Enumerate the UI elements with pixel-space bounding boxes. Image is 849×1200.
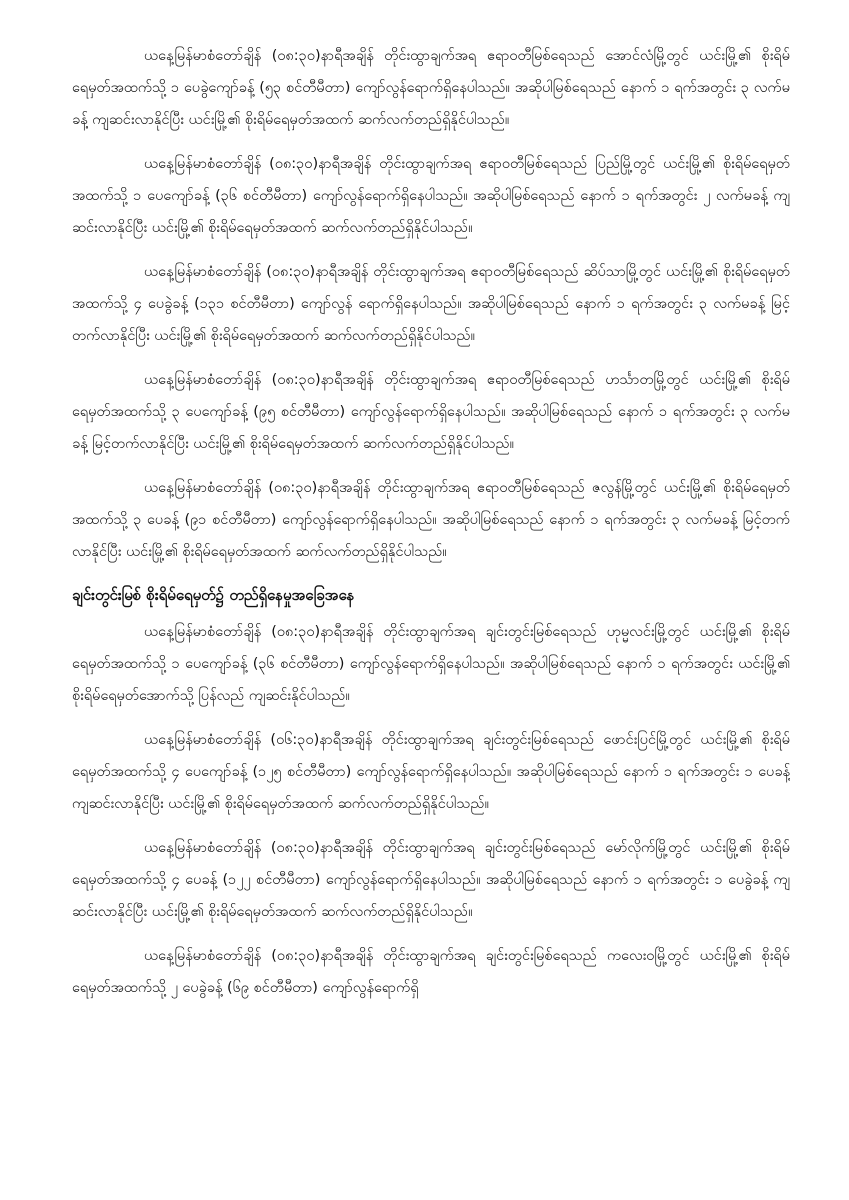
document-page [72, 40, 790, 1180]
paragraph-aunglan: ယနေ့မြန်မာစံတော်ချိန် (၀၈:၃၀)နာရီအချိန် တိုင်းထွာချက်အရ ဧရာဝတီမြစ်ရေသည် အောင်လံမြို့တွင် ယင်းမြို့၏ စိုးရိမ်ရေမှတ်အထက်သို့ ၁ ပေခွဲကျော်ခန့် (၅၃ စင်တီမီတာ) ကျော်လွန်ရောက်ရှိနေပါသည်။ အဆိုပါမြစ်ရေသည် နောက် ၁ ရက်အတွင်း ၃ လက်မခန့် ကျဆင်းလာနိုင်ပြီး ယင်းမြို့၏ စိုးရိမ်ရေမှတ်အထက် ဆက်လက်တည်ရှိနိုင်ပါသည်။ [72, 48, 790, 128]
paragraph-kalewa: ယနေ့မြန်မာစံတော်ချိန် (၀၈:၃၀)နာရီအချိန် တိုင်းထွာချက်အရ ချင်းတွင်းမြစ်ရေသည် ကလေးဝမြို့တွင် ယင်းမြို့၏ စိုးရိမ်ရေမှတ်အထက်သို့ ၂ ပေခွဲခန့် (၆၉ စင်တီမီတာ) ကျော်လွန်ရောက်ရှိ [72, 948, 790, 996]
paragraph-hinthada: ယနေ့မြန်မာစံတော်ချိန် (၀၈:၃၀)နာရီအချိန် တိုင်းထွာချက်အရ ဧရာဝတီမြစ်ရေသည် ဟင်္သာတမြို့တွင် ယင်းမြို့၏ စိုးရိမ်ရေမှတ်အထက်သို့ ၃ ပေကျော်ခန့် (၉၅ စင်တီမီတာ) ကျော်လွန်ရောက်ရှိနေပါသည်။ အဆိုပါမြစ်ရေသည် နောက် ၁ ရက်အတွင်း ၃ လက်မခန့် မြင့်တက်လာနိုင်ပြီး ယင်းမြို့၏ စိုးရိမ်ရေမှတ်အထက် ဆက်လက်တည်ရှိနိုင်ပါသည်။ [72, 372, 790, 452]
section-heading-chindwin: ချင်းတွင်းမြစ် စိုးရိမ်ရေမှတ်၌ တည်ရှိနေမှုအခြေအနေ [72, 586, 355, 604]
paragraph-mawlaik: ယနေ့မြန်မာစံတော်ချိန် (၀၈:၃၀)နာရီအချိန် တိုင်းထွာချက်အရ ချင်းတွင်းမြစ်ရေသည် မော်လိုက်မြို့တွင် ယင်းမြို့၏ စိုးရိမ်ရေမှတ်အထက်သို့ ၄ ပေခန့် (၁၂၂ စင်တီမီတာ) ကျော်လွန်ရောက်ရှိနေပါသည်။ အဆိုပါမြစ်ရေသည် နောက် ၁ ရက်အတွင်း ၁ ပေခွဲခန့် ကျဆင်းလာနိုင်ပြီး ယင်းမြို့၏ စိုးရိမ်ရေမှတ်အထက် ဆက်လက်တည်ရှိနိုင်ပါသည်။ [72, 840, 790, 920]
paragraph-phaungpyin: ယနေ့မြန်မာစံတော်ချိန် (၀၆:၃၀)နာရီအချိန် တိုင်းထွာချက်အရ ချင်းတွင်းမြစ်ရေသည် ဖောင်းပြင်မြို့တွင် ယင်းမြို့၏ စိုးရိမ်ရေမှတ်အထက်သို့ ၄ ပေကျော်ခန့် (၁၂၅ စင်တီမီတာ) ကျော်လွန်ရောက်ရှိနေပါသည်။ အဆိုပါမြစ်ရေသည် နောက် ၁ ရက်အတွင်း ၁ ပေခန့် ကျဆင်းလာနိုင်ပြီး ယင်းမြို့၏ စိုးရိမ်ရေမှတ်အထက် ဆက်လက်တည်ရှိနိုင်ပါသည်။ [72, 732, 790, 812]
paragraph-zalun: ယနေ့မြန်မာစံတော်ချိန် (၀၈:၃၀)နာရီအချိန် တိုင်းထွာချက်အရ ဧရာဝတီမြစ်ရေသည် ဇလွန်မြို့တွင် ယင်းမြို့၏ စိုးရိမ်ရေမှတ်အထက်သို့ ၃ ပေခန့် (၉၁ စင်တီမီတာ) ကျော်လွန်ရောက်ရှိနေပါသည်။ အဆိုပါမြစ်ရေသည် နောက် ၁ ရက်အတွင်း ၃ လက်မခန့် မြင့်တက်လာနိုင်ပြီး ယင်းမြို့၏ စိုးရိမ်ရေမှတ်အထက် ဆက်လက်တည်ရှိနိုင်ပါသည်။ [72, 480, 790, 560]
paragraph-seiktha: ယနေ့မြန်မာစံတော်ချိန် (၀၈:၃၀)နာရီအချိန် တိုင်းထွာချက်အရ ဧရာဝတီမြစ်ရေသည် ဆိပ်သာမြို့တွင် ယင်းမြို့၏ စိုးရိမ်ရေမှတ်အထက်သို့ ၄ ပေခွဲခန့် (၁၃၁ စင်တီမီတာ) ကျော်လွန် ရောက်ရှိနေပါသည်။ အဆိုပါမြစ်ရေသည် နောက် ၁ ရက်အတွင်း ၃ လက်မခန့် မြင့်တက်လာနိုင်ပြီး ယင်းမြို့၏ စိုးရိမ်ရေမှတ်အထက် ဆက်လက်တည်ရှိနိုင်ပါသည်။ [72, 264, 790, 344]
paragraph-pyay: ယနေ့မြန်မာစံတော်ချိန် (၀၈:၃၀)နာရီအချိန် တိုင်းထွာချက်အရ ဧရာဝတီမြစ်ရေသည် ပြည်မြို့တွင် ယင်းမြို့၏ စိုးရိမ်ရေမှတ်အထက်သို့ ၁ ပေကျော်ခန့် (၃၆ စင်တီမီတာ) ကျော်လွန်ရောက်ရှိနေပါသည်။ အဆိုပါမြစ်ရေသည် နောက် ၁ ရက်အတွင်း ၂ လက်မခန့် ကျဆင်းလာနိုင်ပြီး ယင်းမြို့၏ စိုးရိမ်ရေမှတ်အထက် ဆက်လက်တည်ရှိနိုင်ပါသည်။ [72, 156, 790, 236]
paragraph-homalin: ယနေ့မြန်မာစံတော်ချိန် (၀၈:၃၀)နာရီအချိန် တိုင်းထွာချက်အရ ချင်းတွင်းမြစ်ရေသည် ဟုမ္မလင်းမြို့တွင် ယင်းမြို့၏ စိုးရိမ်ရေမှတ်အထက်သို့ ၁ ပေကျော်ခန့် (၃၆ စင်တီမီတာ) ကျော်လွန်ရောက်ရှိနေပါသည်။ အဆိုပါမြစ်ရေသည် နောက် ၁ ရက်အတွင်း ယင်းမြို့၏ စိုးရိမ်ရေမှတ်အောက်သို့ ပြန်လည် ကျဆင်းနိုင်ပါသည်။ [72, 624, 790, 704]
